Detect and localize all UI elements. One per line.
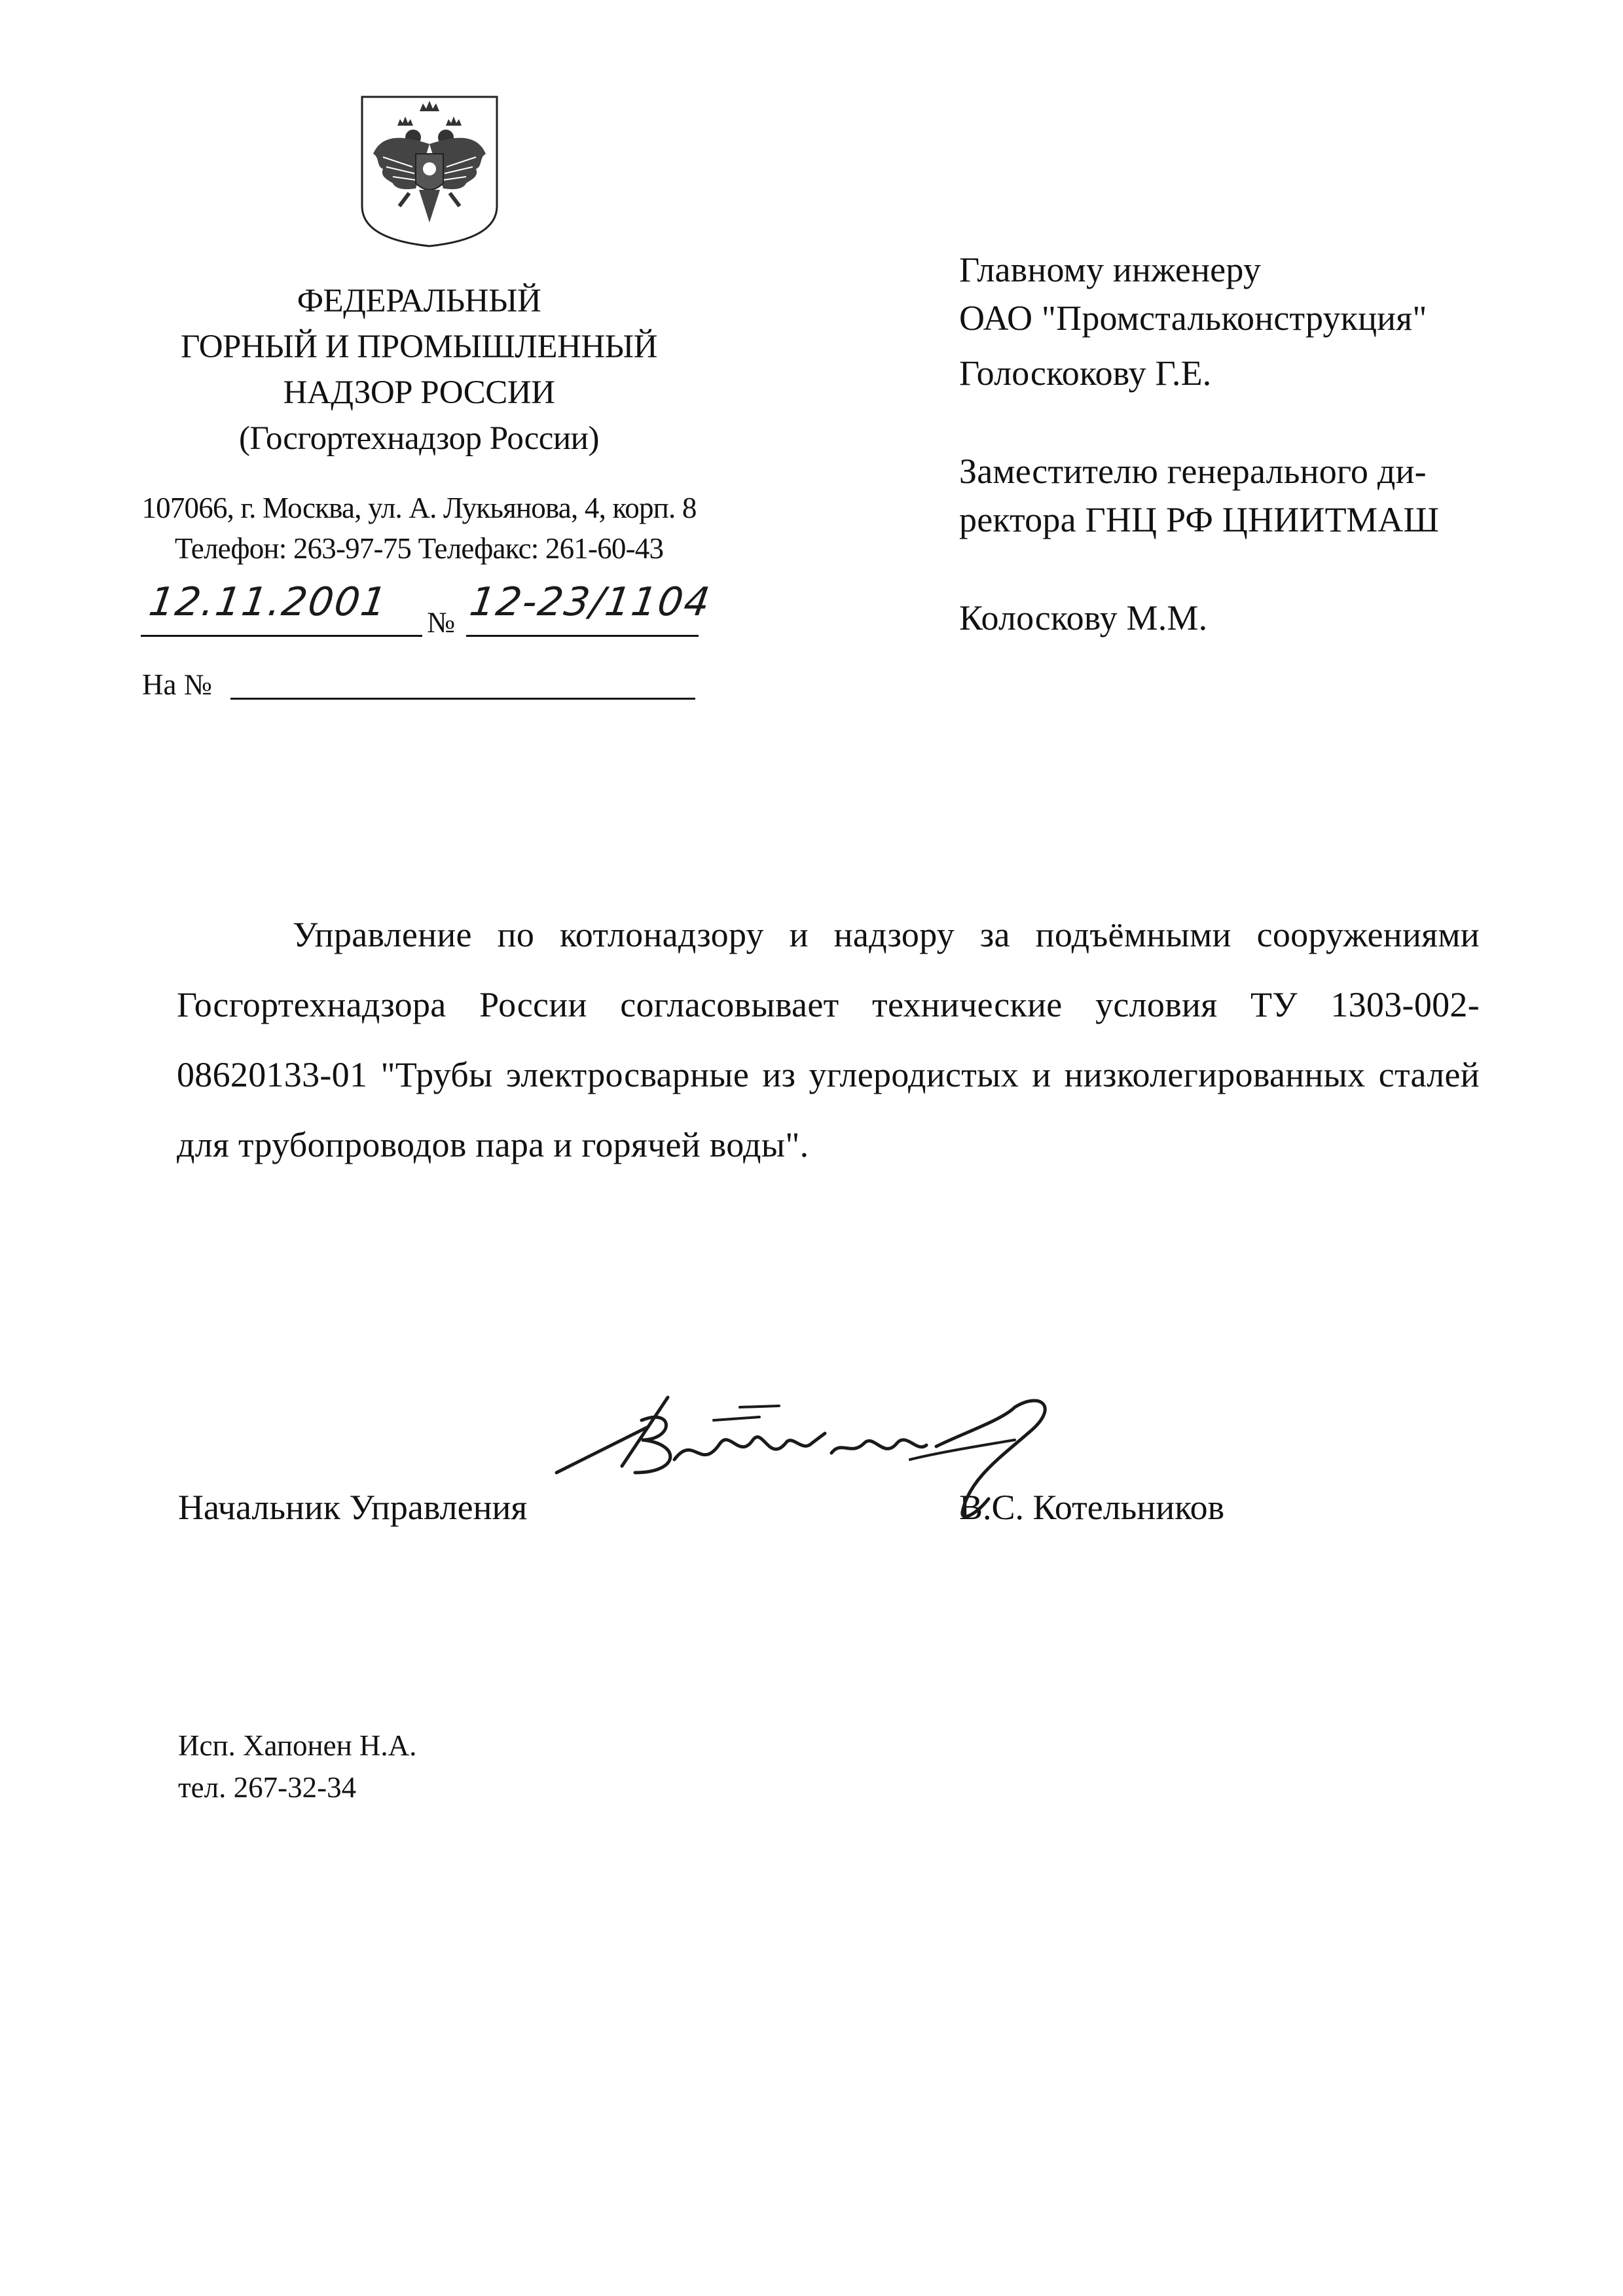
- recipient-line: Голоскокову Г.Е.: [959, 353, 1212, 393]
- coat-of-arms-icon: [357, 92, 502, 250]
- phones: Телефон: 263-97-75 Телефакс: 261-60-43: [174, 532, 664, 565]
- executor-name: Исп. Хапонен Н.А.: [178, 1729, 417, 1762]
- letter-body: Управление по котлонадзору и надзору за подъёмными сооружениями Госгортехнадзора России согласовывает технические условия ТУ 1303-002-08620133-01 "Трубы электросварные из углеродистых и низколегированных сталей для трубопроводов пара и горячей воды".: [177, 915, 1480, 1164]
- reference-underline: [230, 698, 695, 700]
- address-block: [98, 488, 740, 569]
- recipient-line: Главному инженеру: [959, 250, 1262, 289]
- org-line: ФЕДЕРАЛЬНЫЙ: [297, 283, 541, 319]
- signer-title: Начальник Управления: [178, 1488, 528, 1527]
- signer-name: В.С. Котельников: [959, 1488, 1225, 1527]
- executor-block: [178, 1725, 416, 1808]
- org-line: (Госгортехнадзор России): [239, 420, 599, 457]
- recipient-line: Заместителю генерального ди-: [959, 452, 1427, 491]
- handwritten-date: 12.11.2001: [146, 579, 391, 625]
- reference-label: На №: [142, 668, 212, 701]
- organization-name: [98, 278, 740, 461]
- address: 107066, г. Москва, ул. А. Лукьянова, 4, корп. 8: [141, 492, 697, 524]
- reg-number-underline: [466, 635, 699, 637]
- org-line: ГОРНЫЙ И ПРОМЫШЛЕННЫЙ: [180, 329, 657, 365]
- recipient-line: ОАО "Промстальконструкция": [959, 298, 1427, 338]
- number-label: №: [427, 606, 455, 639]
- date-underline: [141, 635, 422, 637]
- org-line: НАДЗОР РОССИИ: [283, 374, 555, 411]
- recipient-line: Колоскову М.М.: [959, 598, 1208, 637]
- handwritten-reg-number: 12-23/1104: [467, 579, 714, 625]
- recipients-block: [959, 245, 1561, 642]
- executor-phone: тел. 267-32-34: [178, 1771, 357, 1804]
- handwritten-signature: [543, 1381, 1133, 1532]
- recipient-line: ректора ГНЦ РФ ЦНИИТМАШ: [959, 500, 1440, 539]
